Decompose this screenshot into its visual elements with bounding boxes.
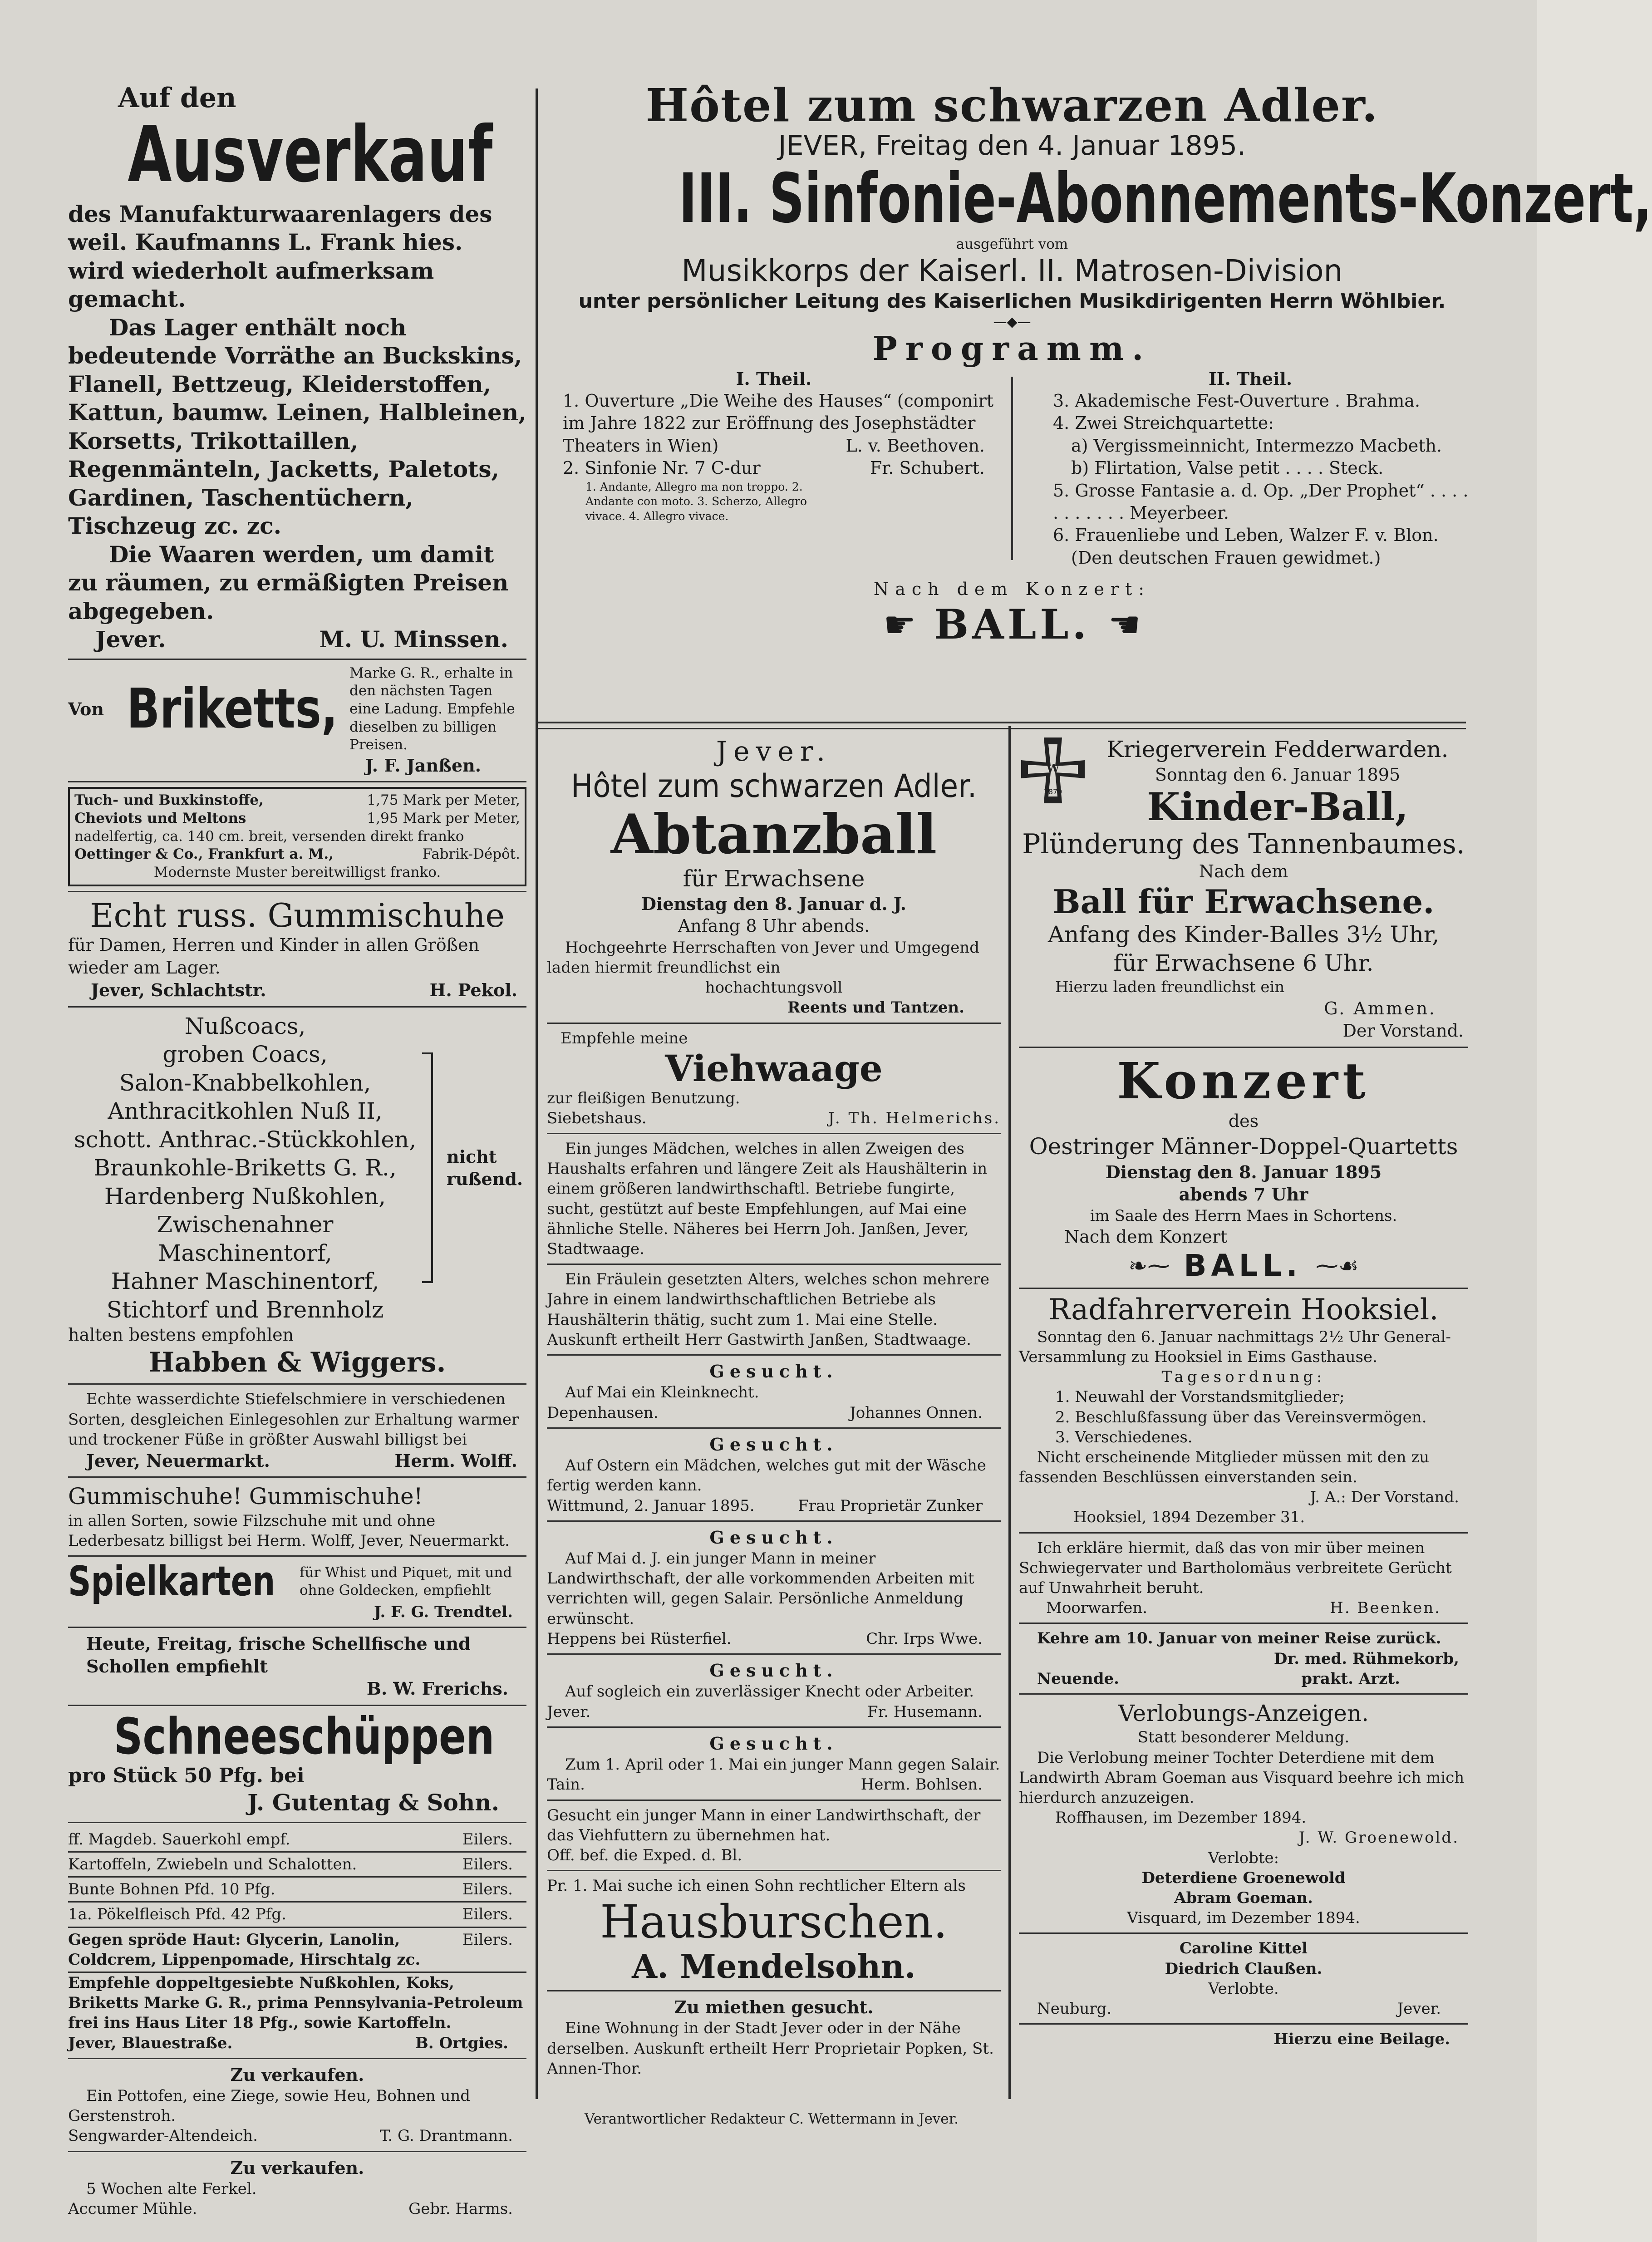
- kohlen-item: Zwischenahner Maschinentorf,: [157, 1211, 334, 1266]
- eilers-item-sign: Eilers.: [462, 1930, 513, 1949]
- verkaufen-1-sign: T. G. Drantmann.: [379, 2127, 513, 2145]
- stiefel-ad: [68, 1389, 526, 1472]
- eilers-item-text: Kartoffeln, Zwiebeln und Schalotten.: [68, 1855, 357, 1874]
- kohlen-item: Braunkohle-Briketts G. R.,: [93, 1155, 397, 1181]
- abtanz-regards: hochachtungsvoll: [705, 978, 843, 997]
- viehfutter-ad: [547, 1805, 1001, 1866]
- program-item: [549, 390, 998, 457]
- kohlen-sign: Habben & Wiggers.: [148, 1347, 446, 1379]
- verkaufen-1-place: Sengwarder-Altendeich.: [68, 2127, 258, 2145]
- center-rule-2: [538, 728, 1466, 729]
- divider: [68, 781, 526, 782]
- divider: [1019, 1288, 1468, 1289]
- divider: [68, 1006, 526, 1008]
- eilers-item-sign: Eilers.: [462, 1905, 513, 1924]
- gesucht-ad: [547, 1360, 1001, 1423]
- divider: [547, 1133, 1001, 1134]
- gesucht-head: Gesucht.: [709, 1527, 838, 1548]
- agenda-item: 2. Beschlußfassung über das Vereinsvermögen.: [1055, 1408, 1427, 1426]
- kohlen-item: groben Coacs,: [162, 1041, 328, 1068]
- spielkarten-headline: Spielkarten: [68, 1558, 275, 1606]
- gesucht-body: Auf sogleich ein zuverlässiger Knecht oder Arbeiter.: [565, 1682, 974, 1701]
- program-separator: [1011, 377, 1013, 560]
- krieger-ad: [1019, 735, 1468, 1042]
- ornament-right-icon: ⁓☙: [1315, 1252, 1359, 1279]
- gesucht-place: Depenhausen.: [547, 1403, 659, 1422]
- center-rule-1: [538, 722, 1466, 723]
- stiefel-sign: Herm. Wolff.: [394, 1450, 517, 1471]
- krieger-after: Nach dem: [1199, 861, 1288, 882]
- concert-by: ausgeführt vom: [956, 236, 1068, 252]
- krieger-sign-2: Der Vorstand.: [1342, 1021, 1464, 1041]
- gesucht-place: Wittmund, 2. Januar 1895.: [547, 1496, 755, 1515]
- right-column: [1019, 735, 1468, 2106]
- pointing-hand-left-icon: ☚: [1108, 603, 1141, 646]
- program-item: a) Vergissmeinnicht, Intermezzo Macbeth.: [1071, 435, 1442, 456]
- kohlen-body: halten bestens empfohlen: [68, 1325, 294, 1345]
- ortgies-body: Empfehle doppeltgesiebte Nußkohlen, Koks, Briketts Marke G. R., prima Pennsylvania-Petroleum frei ins Haus Liter 18 Pfg., sowie Kartoffeln.: [68, 1973, 523, 2032]
- abtanz-body: Hochgeehrte Herrschaften von Jever und Umgegend laden hiermit freundlichst ein: [547, 938, 980, 977]
- concert-ad: [549, 79, 1652, 717]
- divider: [68, 1822, 526, 1823]
- gesucht-ad: [547, 1659, 1001, 1722]
- divider: [547, 1023, 1001, 1024]
- ausverkauf-body-1: des Manufakturwaarenlagers des weil. Kaufmanns L. Frank hies. wird wiederholt aufmerksam gemacht.: [68, 200, 492, 312]
- krieger-sub: Plünderung des Tannenbaumes.: [1022, 828, 1465, 860]
- gesucht-head: Gesucht.: [709, 1660, 838, 1681]
- abtanz-town: Jever.: [716, 736, 832, 767]
- verlobung-ad: [1019, 1699, 1468, 1928]
- ausverkauf-top: Auf den: [118, 82, 236, 114]
- abtanz-headline: Abtanzball: [610, 802, 937, 866]
- tuch-line-1b: 1,75 Mark per Meter,: [367, 792, 520, 809]
- part-1-title: I. Theil.: [736, 368, 812, 389]
- gesucht-head: Gesucht.: [709, 1733, 838, 1754]
- divider: [1019, 1047, 1468, 1048]
- eilers-item-sign: Eilers.: [462, 1880, 513, 1899]
- kohlen-ad: [68, 1012, 526, 1379]
- part-2-title: II. Theil.: [1208, 368, 1293, 389]
- maedchen-ad: Ein junges Mädchen, welches in allen Zweigen des Haushalts erfahren und längere Zeit als Haushälterin in einem größeren landwirthschaftl. Betriebe fungirte, sucht, gestützt auf beste Empfehlungen, auf Mai eine ähnliche Stelle. Näheres bei Herrn Joh. Janßen, Jever, Stadtwaage.: [547, 1140, 988, 1259]
- divider: [1019, 1622, 1468, 1624]
- kittel-verlobte: Verlobte.: [1208, 1979, 1279, 1998]
- concert-corps: Musikkorps der Kaiserl. II. Matrosen-Division: [681, 253, 1343, 288]
- schellfisch-body: Heute, Freitag, frische Schellfische und Schollen empfiehlt: [86, 1633, 471, 1677]
- gummi-body: für Damen, Herren und Kinder in allen Größen wieder am Lager.: [68, 935, 479, 978]
- viehwaage-pre: Empfehle meine: [560, 1029, 688, 1047]
- kohlen-item: Salon-Knabbelkohlen,: [119, 1069, 371, 1096]
- spielkarten-sign: J. F. G. Trendtel.: [374, 1603, 513, 1622]
- divider: [547, 1354, 1001, 1356]
- divider: [547, 1427, 1001, 1429]
- program-item: (Den deutschen Frauen gewidmet.): [1071, 547, 1381, 568]
- gummischuhe-ad: [68, 1482, 526, 1551]
- verkaufen-ad-2: [68, 2157, 526, 2219]
- eilers-item-text: Gegen spröde Haut: Glycerin, Lanolin, Coldcrem, Lippenpomade, Hirschtalg zc.: [68, 1930, 421, 1969]
- gummi-headline: Echt russ. Gummischuhe: [90, 896, 505, 934]
- radfahrer-agenda-title: Tagesordnung:: [1161, 1368, 1326, 1386]
- schellfisch-ad: [68, 1632, 526, 1700]
- divider: [547, 1800, 1001, 1801]
- ruehmekorb-body: Kehre am 10. Januar von meiner Reise zurück.: [1037, 1629, 1441, 1648]
- gesucht-body: Zum 1. April oder 1. Mai ein junger Mann gegen Salair.: [565, 1755, 1000, 1774]
- divider: [68, 1555, 526, 1557]
- radfahrer-note: Nicht erscheinende Mitglieder müssen mit den zu fassenden Beschlüssen einverstanden sein.: [1019, 1448, 1430, 1487]
- eilers-item-sign: Eilers.: [462, 1830, 513, 1849]
- ortgies-ad: [68, 1973, 526, 2053]
- verkaufen-1-headline: Zu verkaufen.: [230, 2064, 364, 2085]
- wohnung-body: Eine Wohnung in der Stadt Jever oder in der Nähe derselben. Auskunft ertheilt Herr Proprietair Popken, St. Annen-Thor.: [547, 2019, 994, 2078]
- program-item: b) Flirtation, Valse petit . . . . Steck.: [1071, 458, 1384, 478]
- eilers-item-text: 1a. Pökelfleisch Pfd. 42 Pfg.: [68, 1905, 286, 1924]
- ruehmekorb-sign-2: prakt. Arzt.: [1301, 1669, 1400, 1688]
- gesucht-body: Auf Mai ein Kleinknecht.: [565, 1383, 759, 1402]
- verkaufen-2-place: Accumer Mühle.: [68, 2200, 197, 2218]
- tuch-line-3: nadelfertig, ca. 140 cm. breit, versenden direkt franko: [74, 828, 464, 845]
- kohlen-side: nicht rußend.: [447, 1146, 523, 1190]
- eilers-item: [68, 1928, 526, 1973]
- program-item: 3. Akademische Fest-Ouverture . Brahma.: [1053, 390, 1421, 411]
- fraeulein-ad: Ein Fräulein gesetzten Alters, welches schon mehrere Jahre in einem landwirthschaftlichen Betriebe als Haushälterin thätig, sucht zum 1. Mai eine Stelle. Auskunft ertheilt Herr Gastwirth Janßen, Stadtwaage.: [547, 1270, 990, 1349]
- divider: [68, 2151, 526, 2152]
- part-1-items: [549, 390, 998, 480]
- gesucht-place: Jever.: [547, 1702, 591, 1721]
- gesucht-footer: [547, 1629, 1001, 1649]
- eilers-item: [68, 1878, 526, 1903]
- briketts-note: Marke G. R., erhalte in den nächsten Tagen eine Ladung. Empfehle dieselben zu billigen Preisen.: [349, 664, 515, 753]
- hausburschen-headline: Hausburschen.: [600, 1895, 948, 1949]
- abtanz-sign: Reents und Tantzen.: [787, 998, 964, 1017]
- gesucht-ad: [547, 1526, 1001, 1649]
- tuch-line-2b: 1,95 Mark per Meter,: [367, 810, 520, 826]
- concert-date: JEVER, Freitag den 4. Januar 1895.: [778, 130, 1246, 162]
- schnee-sign: J. Gutentag & Sohn.: [247, 1789, 499, 1816]
- concert-lead: unter persönlicher Leitung des Kaiserlichen Musikdirigenten Herrn Wöhlbier.: [578, 289, 1446, 313]
- ortgies-place: Jever, Blauestraße.: [68, 2034, 233, 2052]
- svg-text:W: W: [1046, 762, 1060, 776]
- krieger-headline: Kinder-Ball,: [1147, 784, 1408, 829]
- svg-text:1870: 1870: [1043, 787, 1062, 796]
- erklaerung-sign: H. Beenken.: [1330, 1599, 1441, 1618]
- part-1-movements: 1. Andante, Allegro ma non troppo. 2. Andante con moto. 3. Scherzo, Allegro vivace. 4. Allegro vivace.: [585, 480, 807, 523]
- program-item: 6. Frauenliebe und Leben, Walzer F. v. Blon.: [1053, 525, 1439, 546]
- kohlen-item: Stichtorf und Brennholz: [106, 1296, 384, 1323]
- verlobung-name-2: Abram Goeman.: [1174, 1888, 1313, 1907]
- gesucht-sign: Herm. Bohlsen.: [860, 1775, 983, 1794]
- divider: [1019, 1693, 1468, 1695]
- konzert-ad: [1019, 1052, 1468, 1283]
- kohlen-item: schott. Anthrac.-Stückkohlen,: [74, 1126, 417, 1153]
- gesucht-footer: [547, 1403, 1001, 1423]
- program-item: [549, 457, 998, 479]
- spielkarten-ad: [68, 1558, 526, 1622]
- schellfisch-sign: B. W. Frerichs.: [366, 1678, 508, 1699]
- divider: [68, 891, 526, 892]
- konzert-time: abends 7 Uhr: [1179, 1184, 1308, 1205]
- ornament-icon: —◆—: [993, 314, 1031, 330]
- gummi-place: Jever, Schlachtstr.: [91, 980, 266, 1001]
- gesucht-body: Auf Mai d. J. ein junger Mann in meiner Landwirthschaft, der alle vorkommenden Arbeiten mit verrichten will, gegen Salair. Persönliche Anmeldung erwünscht.: [547, 1549, 974, 1628]
- gummi-ad: [68, 897, 526, 1002]
- divider: [547, 1653, 1001, 1655]
- konzert-headline: Konzert: [1117, 1052, 1370, 1111]
- gummischuhe-headline: Gummischuhe! Gummischuhe!: [68, 1483, 423, 1510]
- viehfutter-sign: Off. bef. die Exped. d. Bl.: [547, 1846, 742, 1864]
- krieger-title: Kriegerverein Fedderwarden.: [1106, 736, 1449, 762]
- erklaerung-body: Ich erkläre hiermit, daß das von mir über meinen Schwiegervater und Bartholomäus verbreitete Gerücht auf Unwahrheit beruht.: [1019, 1539, 1452, 1598]
- ornament-left-icon: ❧⁓: [1128, 1252, 1170, 1279]
- program-item-composer: L. v. Beethoven.: [846, 435, 985, 456]
- gesucht-head: Gesucht.: [709, 1434, 838, 1455]
- briketts-pre: Von: [68, 698, 104, 719]
- program-item: 5. Grosse Fantasie a. d. Op. „Der Prophet“ . . . . . . . . . . . Meyerbeer.: [1053, 480, 1469, 523]
- program-item-text: 2. Sinfonie Nr. 7 C-dur: [563, 458, 761, 478]
- concert-ball: BALL.: [934, 600, 1090, 649]
- eilers-item-text: Bunte Bohnen Pfd. 10 Pfg.: [68, 1880, 275, 1899]
- eilers-item: [68, 1828, 526, 1853]
- abtanz-hotel: Hôtel zum schwarzen Adler.: [570, 767, 977, 805]
- part-2-items: [1026, 390, 1475, 569]
- hausburschen-ad: [547, 1876, 1001, 1986]
- divider: [68, 2058, 526, 2059]
- gesucht-place: Heppens bei Rüsterfiel.: [547, 1629, 732, 1648]
- gummi-sign: H. Pekol.: [429, 980, 517, 1001]
- verlobung-statt: Statt besonderer Meldung.: [1137, 1728, 1350, 1747]
- konzert-des: des: [1228, 1111, 1259, 1131]
- verkaufen-ad-1: [68, 2064, 526, 2146]
- radfahrer-title: Radfahrerverein Hooksiel.: [1048, 1293, 1439, 1327]
- gummischuhe-body: in allen Sorten, sowie Filzschuhe mit und ohne Lederbesatz billigst bei Herm. Wolff, Jever, Neuermarkt.: [68, 1511, 510, 1550]
- krieger-sign-1: G. Ammen.: [1324, 998, 1436, 1018]
- eilers-item: [68, 1853, 526, 1878]
- ortgies-sign: B. Ortgies.: [415, 2034, 508, 2052]
- erklaerung-place: Moorwarfen.: [1046, 1599, 1148, 1618]
- viehwaage-body: zur fleißigen Benutzung.: [547, 1089, 740, 1107]
- viehwaage-place: Siebetshaus.: [547, 1109, 647, 1127]
- gesucht-head: Gesucht.: [709, 1361, 838, 1382]
- briketts-headline: Briketts,: [127, 677, 338, 741]
- konzert-after: Nach dem Konzert: [1064, 1226, 1228, 1247]
- divider: [68, 1476, 526, 1478]
- schnee-price: pro Stück 50 Pfg. bei: [68, 1764, 305, 1788]
- gesucht-sign: Frau Proprietär Zunker: [798, 1496, 983, 1515]
- tuch-line-1a: Tuch- und Buxkinstoffe,: [74, 792, 264, 809]
- hausburschen-sign: A. Mendelsohn.: [632, 1947, 916, 1986]
- gesucht-ad: [547, 1732, 1001, 1795]
- left-column: [68, 82, 526, 2218]
- footer-imprint: Verantwortlicher Redakteur C. Wettermann in Jever.: [585, 2111, 959, 2127]
- kohlen-item: Hahner Maschinentorf,: [111, 1268, 379, 1295]
- eilers-item: [68, 1903, 526, 1927]
- tuch-line-4b: Fabrik-Dépôt.: [422, 846, 520, 863]
- krieger-date: Sonntag den 6. Januar 1895: [1155, 764, 1401, 785]
- divider: [68, 659, 526, 660]
- divider: [547, 1264, 1001, 1265]
- konzert-date: Dienstag den 8. Januar 1895: [1105, 1161, 1382, 1182]
- radfahrer-agenda: [1019, 1387, 1468, 1447]
- krieger-ball: Ball für Erwachsene.: [1052, 882, 1435, 921]
- program-part-2: [1026, 368, 1475, 570]
- program-item: 4. Zwei Streichquartette:: [1053, 413, 1274, 433]
- tuch-line-5: Modernste Muster bereitwilligst franko.: [153, 864, 441, 880]
- abtanz-ad: [547, 735, 1001, 1018]
- verkaufen-2-sign: Gebr. Harms.: [408, 2200, 513, 2218]
- verkaufen-2-body: 5 Wochen alte Ferkel.: [86, 2180, 257, 2198]
- schnee-ad: [68, 1707, 526, 1817]
- wohnung-ad: [547, 1996, 1001, 2079]
- eilers-ads: [68, 1828, 526, 1973]
- viehwaage-headline: Viehwaage: [665, 1047, 883, 1090]
- ruehmekorb-sign-1: Dr. med. Rühmekorb,: [1273, 1649, 1459, 1668]
- verkaufen-2-headline: Zu verkaufen.: [230, 2157, 364, 2178]
- divider: [1019, 2023, 1468, 2025]
- verlobung-sign: J. W. Groenewold.: [1298, 1829, 1459, 1847]
- tuch-line-2a: Cheviots und Meltons: [74, 810, 246, 826]
- divider: [547, 1870, 1001, 1871]
- divider: [547, 1990, 1001, 1991]
- tuch-ad: [68, 787, 526, 886]
- verlobung-place: Roffhausen, im Dezember 1894.: [1055, 1809, 1307, 1827]
- briketts-sign: J. F. Janßen.: [365, 755, 481, 776]
- kohlen-list: [68, 1012, 422, 1324]
- ausverkauf-sign: M. U. Minssen.: [319, 626, 508, 653]
- radfahrer-body: Sonntag den 6. Januar nachmittags 2½ Uhr General-Versammlung zu Hooksiel in Eims Gasthause.: [1019, 1328, 1451, 1366]
- stiefel-body: Echte wasserdichte Stiefelschmiere in verschiedenen Sorten, desgleichen Einlegesohlen zur Erhaltung warmer und trockener Füße in größter Auswahl billigst bei: [68, 1390, 519, 1449]
- divider: [547, 1520, 1001, 1522]
- verlobung-name-1: Deterdiene Groenewold: [1141, 1868, 1346, 1887]
- eilers-item-sign: Eilers.: [462, 1855, 513, 1874]
- divider: [1019, 1532, 1468, 1534]
- concert-after: Nach dem Konzert:: [873, 579, 1151, 600]
- kittel-name-2: Diedrich Claußen.: [1165, 1959, 1323, 1978]
- ausverkauf-headline: Ausverkauf: [128, 110, 493, 200]
- verlobung-title: Verlobungs-Anzeigen.: [1118, 1700, 1369, 1726]
- gesucht-body: Auf Ostern ein Mädchen, welches gut mit der Wäsche fertig werden kann.: [547, 1456, 986, 1495]
- gesucht-sign: Chr. Irps Wwe.: [866, 1629, 983, 1648]
- iron-cross-icon: [1019, 735, 1087, 826]
- gesucht-sign: Fr. Husemann.: [867, 1702, 983, 1721]
- ruehmekorb-ad: [1019, 1628, 1468, 1689]
- krieger-start-2: für Erwachsene 6 Uhr.: [1113, 949, 1374, 976]
- program-item-composer: Fr. Schubert.: [870, 458, 985, 478]
- ausverkauf-place: Jever.: [95, 626, 166, 653]
- verlobung-body: Die Verlobung meiner Tochter Deterdiene mit dem Landwirth Abram Goeman aus Visquard beehre ich mich hierdurch anzuzeigen.: [1019, 1748, 1465, 1807]
- konzert-ball: BALL.: [1184, 1248, 1302, 1283]
- eilers-item-text: ff. Magdeb. Sauerkohl empf.: [68, 1830, 290, 1849]
- stiefel-place: Jever, Neuermarkt.: [86, 1450, 270, 1471]
- radfahrer-ad: [1019, 1293, 1468, 1527]
- kittel-place-2: Jever.: [1397, 1999, 1441, 2018]
- kittel-place-1: Neuburg.: [1037, 1999, 1112, 2018]
- kittel-ad: [1019, 1938, 1468, 2019]
- spielkarten-note: für Whist und Piquet, mit und ohne Goldecken, empfiehlt: [300, 1564, 512, 1599]
- kittel-name-1: Caroline Kittel: [1179, 1939, 1308, 1958]
- beilage-notice: Hierzu eine Beilage.: [1273, 2030, 1450, 2049]
- wohnung-headline: Zu miethen gesucht.: [674, 1997, 874, 2018]
- program-item-text: 1. Ouverture „Die Weihe des Hauses“ (componirt im Jahre 1822 zur Eröffnung des Josephstädter Theaters in Wien): [563, 390, 994, 456]
- gesucht-sign: Johannes Onnen.: [850, 1403, 983, 1422]
- radfahrer-place: Hooksiel, 1894 Dezember 31.: [1073, 1508, 1305, 1527]
- gesucht-footer: [547, 1496, 1001, 1516]
- tuch-line-4a: Oettinger & Co., Frankfurt a. M.,: [74, 846, 334, 863]
- divider: [68, 1627, 526, 1628]
- gesucht-place: Tain.: [547, 1775, 585, 1794]
- ausverkauf-body-3: Die Waaren werden, um damit zu räumen, zu ermäßigten Preisen abgegeben.: [68, 541, 509, 624]
- ruehmekorb-place: Neuende.: [1037, 1669, 1120, 1688]
- viehfutter-body: Gesucht ein junger Mann in einer Landwirthschaft, der das Viehfuttern zu übernehmen hat.: [547, 1806, 981, 1844]
- abtanz-date: Dienstag den 8. Januar d. J.: [641, 894, 907, 914]
- konzert-place: im Saale des Herrn Maes in Schortens.: [1090, 1206, 1397, 1225]
- pointing-hand-icon: ☛: [883, 603, 916, 646]
- gesucht-footer: [547, 1702, 1001, 1722]
- abtanz-for: für Erwachsene: [683, 865, 865, 892]
- concert-hotel: Hôtel zum schwarzen Adler.: [645, 79, 1379, 132]
- verkaufen-1-body: Ein Pottofen, eine Ziege, sowie Heu, Bohnen und Gerstenstroh.: [68, 2087, 471, 2125]
- ausverkauf-body-2: Das Lager enthält noch bedeutende Vorräthe an Buckskins, Flanell, Bettzeug, Kleiderstoffen, Kattun, baumw. Leinen, Halbleinen, Korsetts, Trikottaillen, Regenmänteln, Jacketts, Paletots, Gardinen, Taschentüchern, Tischzeug zc. zc.: [68, 314, 526, 539]
- viehwaage-sign: J. Th. Helmerichs.: [828, 1109, 1001, 1127]
- agenda-item: 1. Neuwahl der Vorstandsmitglieder;: [1055, 1388, 1345, 1406]
- center-column: [547, 735, 1001, 2106]
- divider: [68, 1705, 526, 1706]
- radfahrer-sign: J. A.: Der Vorstand.: [1310, 1488, 1459, 1507]
- divider: [547, 1726, 1001, 1728]
- column-rule-right: [1008, 726, 1011, 2099]
- briketts-ad: [68, 664, 526, 777]
- abtanz-start: Anfang 8 Uhr abends.: [678, 916, 870, 936]
- column-rule-left: [536, 88, 538, 2099]
- concert-programm: Programm.: [872, 329, 1152, 368]
- ausverkauf-ad: [68, 82, 526, 654]
- kohlen-bracket: [422, 1052, 433, 1283]
- hausburschen-body: Pr. 1. Mai suche ich einen Sohn rechtlicher Eltern als: [547, 1877, 966, 1895]
- divider: [1019, 1932, 1468, 1934]
- erklaerung-ad: [1019, 1538, 1468, 1618]
- gesucht-ad: [547, 1433, 1001, 1516]
- verlobung-place-2: Visquard, im Dezember 1894.: [1127, 1909, 1360, 1927]
- gesucht-ads: [547, 1360, 1001, 1801]
- verlobung-verlobte: Verlobte:: [1208, 1849, 1279, 1867]
- viehwaage-ad: [547, 1028, 1001, 1129]
- agenda-item: 3. Verschiedenes.: [1055, 1428, 1193, 1446]
- concert-headline: III. Sinfonie-Abonnements-Konzert,: [678, 159, 1652, 238]
- kohlen-item: Anthracitkohlen Nuß II,: [108, 1098, 383, 1125]
- krieger-start-1: Anfang des Kinder-Balles 3½ Uhr,: [1047, 921, 1440, 948]
- gesucht-footer: [547, 1775, 1001, 1795]
- konzert-name: Oestringer Männer-Doppel-Quartetts: [1029, 1133, 1458, 1160]
- kohlen-item: Hardenberg Nußkohlen,: [104, 1183, 386, 1210]
- kohlen-item: Nußcoacs,: [184, 1013, 306, 1039]
- program-part-1: [549, 368, 998, 570]
- divider: [68, 1383, 526, 1385]
- krieger-invite: Hierzu laden freundlichst ein: [1055, 978, 1285, 997]
- schnee-headline: Schneeschüppen: [114, 1707, 495, 1765]
